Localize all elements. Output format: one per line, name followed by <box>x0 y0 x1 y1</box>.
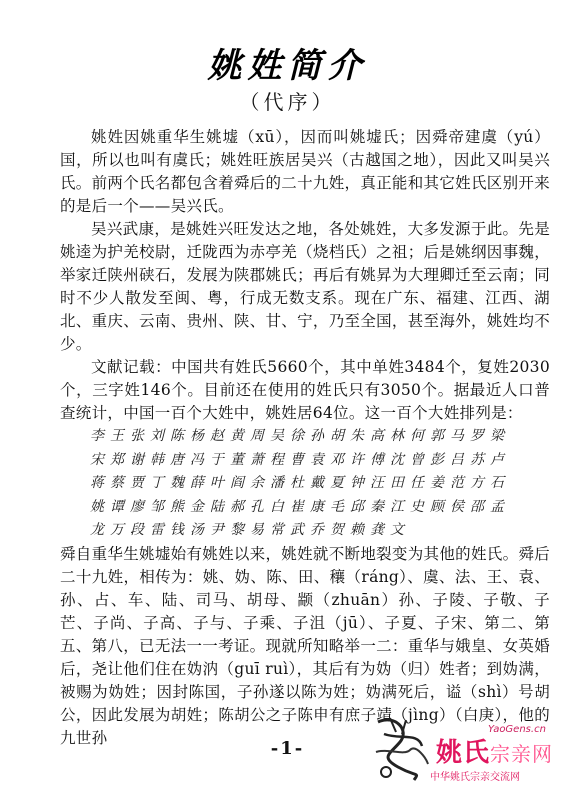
watermark-brand <box>436 732 553 769</box>
paragraph: 文献记载：中国共有姓氏5660个，其中单姓3484个，复姓2030个，三字姓146个。目前还在使用的姓氏只有3050个。据最近人口普查统计，中国一百个大姓中，姚姓居64位。这一百个大姓排列是： <box>60 358 550 422</box>
page-subtitle: （代序） <box>239 90 336 114</box>
watermark-brand-sub: 宗亲网 <box>490 742 554 766</box>
surname-row: 宋郑谢韩唐冯于董萧程曹袁邓许傅沈曾彭吕苏卢 <box>90 451 510 468</box>
calligraphy-seal-icon <box>370 712 432 784</box>
surname-list <box>90 425 550 543</box>
watermark-slogan: 中华姚氏宗亲交流网 <box>430 772 520 783</box>
paragraph: 吴兴武康，是姚姓兴旺发达之地，各处姚姓，大多发源于此。先是姚逵为护羌校尉，迁陇西为赤亭羌（烧档氏）之祖；后是姚纲因事魏，举家迁陕州硖石，发展为陕郡姚氏；再后有姚昇为大理卿迁至云南；同时不少人散发至闽、粤，行成无数支系。现在广东、福建、江西、湖北、重庆、云南、贵州、陕、甘、宁，乃至全国，甚至海外，姚姓均不少。 <box>60 220 550 353</box>
watermark-brand-main: 姚氏 <box>436 738 491 768</box>
surname-row: 蒋蔡贾丁魏薛叶阎余潘杜戴夏钟汪田任姜范方石 <box>90 475 510 491</box>
paragraph: 舜自重华生姚墟始有姚姓以来，姚姓就不断地裂变为其他的姓氏。舜后二十九姓，相传为：姚、妫、陈、田、穰（ráng）、虞、法、王、袁、孙、占、车、陆、司马、胡母、颛（zhuān）孙、子陵、子敬、子芒、子尚、子高、子与、子乘、子沮（jū）、子夏、子宋、第二、第五、第八，已无法一一考证。现就所知略举一二：重华与娥皇、女英婚后，尧让他们住在妫汭（guī ruì），其后有为妫（归）姓者；到妫满，被赐为妫姓；因封陈国，子孙遂以陈为姓；妫满死后，谥（shì）号胡公，因此发展为胡姓；陈胡公之子陈申有庶子靖（jìng）（白庚），他的九世孙 <box>60 544 550 747</box>
site-watermark <box>370 712 570 792</box>
watermark-url: YaoGens.cn <box>488 724 546 735</box>
paragraph: 姚姓因姚重华生姚墟（xū），因而叫姚墟氏；因舜帝建虞（yú）国，所以也叫有虞氏；姚姓旺族居吴兴（古越国之地），因此又叫吴兴氏。前两个氏名都包含着舜后的二十九姓，真正能和其它姓氏区别开来的是后一个——吴兴氏。 <box>60 128 550 215</box>
page-number: -1- <box>270 738 305 759</box>
surname-row: 龙万段雷钱汤尹黎易常武乔贺赖龚文 <box>90 522 410 538</box>
document-body <box>60 126 550 750</box>
surname-row: 李王张刘陈杨赵黄周吴徐孙胡朱高林何郭马罗梁 <box>90 428 510 444</box>
surname-row: 姚谭廖邹熊金陆郝孔白崔康毛邱秦江史顾侯邵孟 <box>90 498 510 515</box>
page-title: 姚姓简介 <box>207 46 368 86</box>
